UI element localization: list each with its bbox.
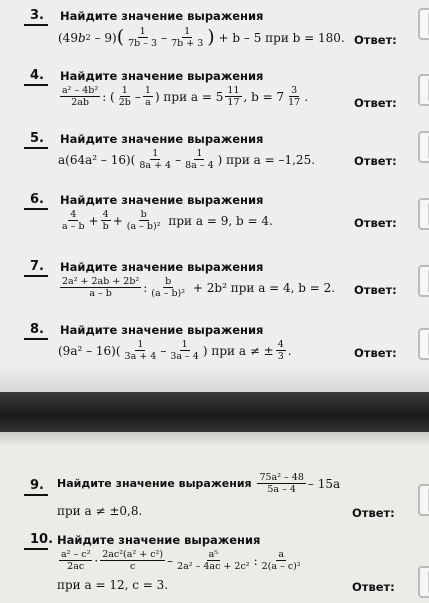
task-number: 9. [30,478,44,493]
answer-box[interactable] [418,328,429,360]
answer-box[interactable] [418,8,429,40]
answer-box[interactable] [418,198,429,230]
fraction: $\frac{\text{a⁵}}{\text{2a² – 4ac + 2c²}}$ [177,549,250,572]
fraction: $\frac{3}{17}$ [288,85,301,108]
answer-label: Ответ: [354,33,397,47]
page-gap [0,392,429,432]
fraction: $\frac{1}{3a + 4}$ [124,339,157,362]
answer-box[interactable] [418,265,429,297]
condition: при a ≠ ±0,8. [57,504,143,518]
fraction: $\frac{1}{8a + 4}$ [139,148,172,171]
answer-label: Ответ: [354,96,397,110]
task-number: 7. [30,259,44,274]
answer-label: Ответ: [352,580,395,594]
expression: (9a² – 16)( $\frac{1}{3a + 4}$ – $\frac{1}{3a - 4}$ ) при a ≠ ± $\frac{4}{3}$ . [58,339,292,362]
task-5 [22,131,429,183]
task-header: Найдите значение выражения [60,9,264,23]
task-3 [22,8,429,60]
answer-label: Ответ: [354,346,397,360]
task-number: 10. [30,532,54,547]
fraction: $\frac{\text{2ac²(a² + c²)}}{c}$ [102,549,164,572]
task-9 [22,472,429,522]
fraction: $\frac{b}{\text{(a – b)²}}$ [151,276,186,299]
answer-box[interactable] [418,131,429,163]
task-header: Найдите значение выражения [60,69,264,83]
task-6 [22,192,429,248]
expression: Найдите значение выражения $\frac{\text{75a² – 48}}{5a - 4}$ – 15a [57,472,341,495]
answer-box[interactable] [418,566,429,598]
fraction: $\frac{a}{\text{2(a – c)²}}$ [261,549,301,572]
fraction: $\frac{\text{a² – 4b²}}{2ab}$ [62,85,99,108]
fraction: $\frac{1}{a}$ [144,85,151,108]
task-number: 3. [30,8,44,23]
fraction: $\frac{1}{8a - 4}$ [185,148,214,171]
task-header: Найдите значение выражения [60,193,264,207]
fraction: $\frac{1}{3a - 4}$ [170,339,199,362]
task-4 [22,68,429,124]
fraction: $\frac{4}{3}$ [277,339,284,362]
fraction: $\frac{4}{b}$ [102,209,109,232]
fraction: $\frac{b}{\text{(a – b)²}}$ [126,209,161,232]
answer-box[interactable] [418,484,429,516]
expression: a(64a² – 16)( $\frac{1}{8a + 4}$ – $\frac{1}{8a - 4}$ ) при a = –1,25. [58,148,316,171]
task-8 [22,322,429,374]
task-header: Найдите значение выражения [60,323,264,337]
task-header: Найдите значение выражения [60,260,264,274]
fraction: $\frac{11}{17}$ [227,85,240,108]
task-number: 6. [30,192,44,207]
fraction: $\frac{\text{2a² + 2ab + 2b²}}{a - b}$ [62,276,140,299]
answer-label: Ответ: [352,506,395,520]
answer-box[interactable] [418,74,429,106]
fraction: $\frac{1}{7b + 3}$ [171,26,204,49]
condition: при a = 12, c = 3. [57,578,169,592]
task-7 [22,259,429,315]
expression: $\frac{\text{a² – 4b²}}{2ab}$ : ( $\frac{1}{2b}$ – $\frac{1}{a}$ ) при a = 5 $\frac{11}{17}$ , b = 7 $\frac{3}{17}$ . [62,85,309,108]
task-10 [22,532,429,600]
task-header: Найдите значение выражения [57,533,261,547]
expression: $\frac{4}{a - b}$ + $\frac{4}{b}$ + $\frac{b}{\text{(a – b)²}}$ при a = 9, b = 4. [62,209,273,232]
task-number: 5. [30,131,44,146]
task-header: Найдите значение выражения [60,132,264,146]
expression: $\frac{\text{2a² + 2ab + 2b²}}{a - b}$ : $\frac{b}{\text{(a – b)²}}$ + 2b² при a = 4, b = 2. [62,276,336,299]
fraction: $\frac{4}{a - b}$ [62,209,85,232]
task-number: 4. [30,68,44,83]
expression: $\frac{\text{a² – c²}}{2ac}$ · $\frac{\text{2ac²(a² + c²)}}{c}$ – $\frac{\text{a⁵}}{\text{2a² – 4ac + 2c²}}$ : $\frac{a}{\text{2(a – c)²}}$ [61,549,301,572]
fraction: $\frac{\text{a² – c²}}{2ac}$ [61,549,91,572]
answer-label: Ответ: [354,283,397,297]
expression: (49 b 2 – 9) ( $\frac{1}{7b - 3}$ – $\frac{1}{7b + 3}$ ) + b – 5 при b = 180. [58,26,345,49]
fraction: $\frac{\text{75a² – 48}}{5a - 4}$ [259,472,304,495]
fraction: $\frac{1}{7b - 3}$ [128,26,158,49]
fraction: $\frac{1}{2b}$ [118,85,131,108]
answer-label: Ответ: [354,216,397,230]
task-number: 8. [30,322,44,337]
answer-label: Ответ: [354,154,397,168]
